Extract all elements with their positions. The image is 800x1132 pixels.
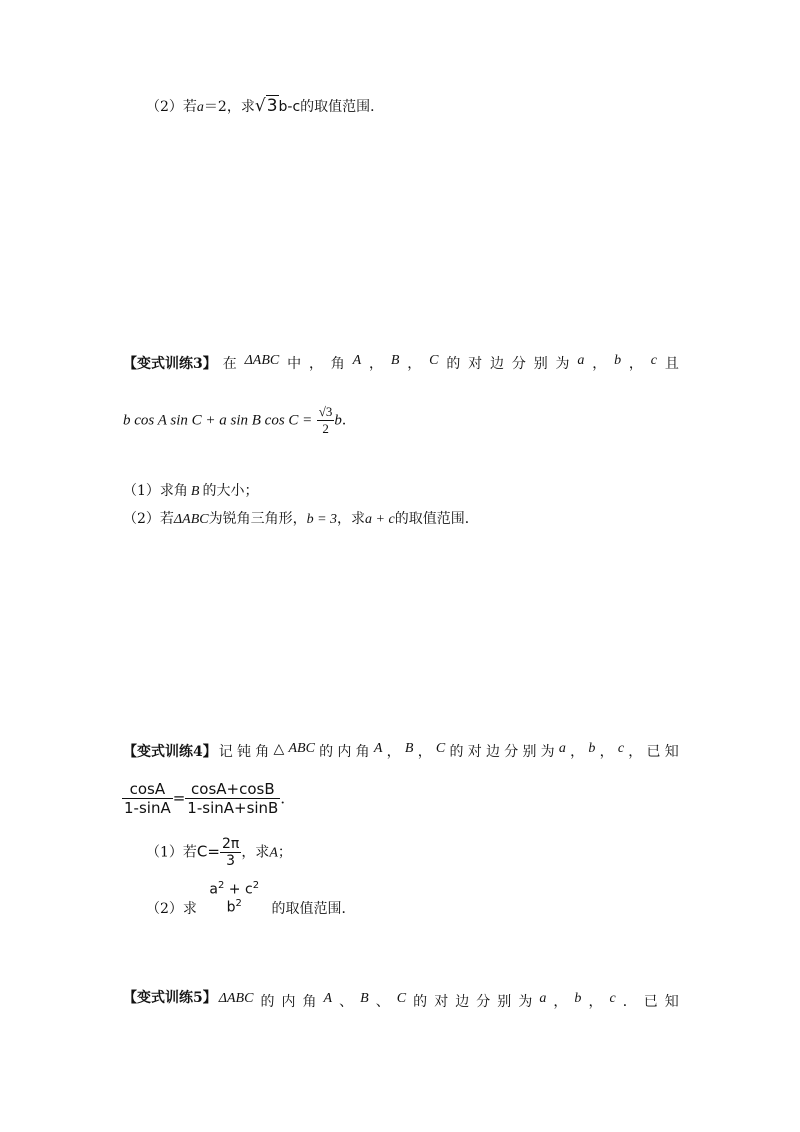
intro-token: 已 xyxy=(646,744,661,760)
intro-token: 角 xyxy=(255,744,270,760)
intro-token: 记 xyxy=(218,744,233,760)
exercise-5-spread xyxy=(219,991,679,1011)
intro-token: 角 xyxy=(330,356,345,372)
intro-token: 角 xyxy=(355,744,370,760)
intro-token: 钝 xyxy=(236,744,251,760)
intro-token: 别 xyxy=(522,744,537,760)
intro-token: 内 xyxy=(281,994,296,1010)
formula-left: b cos A sin C + a sin B cos C = xyxy=(123,412,313,429)
intro-token: A xyxy=(352,353,362,368)
intro-token: C xyxy=(429,353,439,368)
intro-token: c xyxy=(609,991,616,1006)
intro-token: C xyxy=(435,741,446,756)
q2-prefix: （2）求 xyxy=(146,900,197,917)
q1-prefix: （1）若 xyxy=(146,844,197,861)
intro-token: B xyxy=(404,741,414,756)
intro-token: C xyxy=(396,991,407,1006)
intro-token: 知 xyxy=(664,744,679,760)
q1-prefix: （1）求角 xyxy=(123,483,188,499)
exercise-3-spread xyxy=(223,353,679,373)
exercise-5-intro xyxy=(123,987,679,1011)
f2-num: cosA+cosB xyxy=(185,780,280,799)
sqrt-3: √3 xyxy=(254,96,278,116)
intro-token: ， xyxy=(592,356,607,372)
intro-token: 的 xyxy=(260,994,275,1010)
intro-token: 为 xyxy=(555,356,570,372)
q2-suffix: 的取值范围． xyxy=(271,900,356,917)
intro-token: a xyxy=(558,741,566,756)
q2-num: $a^2 + c^2$ xyxy=(209,880,260,898)
intro-token: ， xyxy=(570,744,585,760)
intro-token: 知 xyxy=(664,994,679,1010)
intro-token: A xyxy=(323,991,333,1006)
frac-sqrt3-over-2 xyxy=(317,404,335,437)
exercise-5-tag: 【变式训练5】 xyxy=(123,990,217,1006)
intro-token: c xyxy=(650,353,657,368)
intro-token: 的 xyxy=(319,744,334,760)
q2-suffix: 的取值范围． xyxy=(394,511,479,527)
frac-den: 2 xyxy=(322,421,329,436)
intro-token: 为 xyxy=(540,744,555,760)
intro-token: 内 xyxy=(337,744,352,760)
intro-token: 别 xyxy=(533,356,548,372)
intro-token: B xyxy=(360,991,369,1006)
intro-token: 、 xyxy=(375,994,390,1010)
intro-token: 边 xyxy=(485,744,500,760)
intro-token: ， xyxy=(588,994,603,1010)
intro-token: ， xyxy=(628,744,643,760)
frac-cosA xyxy=(122,780,173,817)
intro-token: a xyxy=(539,991,547,1006)
intro-token: 的 xyxy=(449,744,464,760)
frac-num: √3 xyxy=(318,404,333,419)
intro-token: 分 xyxy=(476,994,491,1010)
intro-token: ． xyxy=(622,994,637,1010)
q1-end: ； xyxy=(277,844,292,861)
intro-token: 对 xyxy=(468,356,483,372)
q1-suffix: 的大小； xyxy=(202,483,259,499)
intro-token: B xyxy=(390,353,400,368)
intro-token: 且 xyxy=(664,356,679,372)
exercise-4-q2 xyxy=(146,880,356,915)
q1-num: 2π xyxy=(221,836,240,852)
intro-token: △ xyxy=(273,741,285,757)
q2-suffix: 的取值范围． xyxy=(300,99,385,115)
intro-token: 角 xyxy=(302,994,317,1010)
frac-2pi-3 xyxy=(220,836,241,869)
intro-token: 别 xyxy=(497,994,512,1010)
intro-token: 分 xyxy=(511,356,526,372)
intro-token: b xyxy=(588,741,596,756)
formula-right: b xyxy=(334,412,342,429)
q2-mid: 为锐角三角形， xyxy=(208,511,307,527)
exercise-3-tag: 【变式训练3】 xyxy=(123,356,217,372)
var-B: B xyxy=(190,484,200,499)
intro-token: c xyxy=(617,741,625,756)
var-A: A xyxy=(269,845,278,861)
intro-token: ， xyxy=(599,744,614,760)
exercise-3-formula xyxy=(123,404,356,437)
intro-token: ， xyxy=(628,356,643,372)
q2-eq: ＝2，求 xyxy=(203,99,255,115)
frac-a2c2-over-b2 xyxy=(207,880,261,915)
intro-token: a xyxy=(577,353,585,368)
q1-suffix: ，求 xyxy=(241,844,270,861)
f1-den: 1-sinA xyxy=(124,799,171,817)
exercise-4-spread xyxy=(219,741,679,761)
intro-token: A xyxy=(373,741,383,756)
intro-token: ， xyxy=(407,356,422,372)
f2-den: 1-sinA+sinB xyxy=(187,799,279,817)
exercise-4-intro xyxy=(123,741,679,761)
intro-token: 边 xyxy=(490,356,505,372)
q2-mid2: ，求 xyxy=(337,511,366,527)
intro-token: ， xyxy=(553,994,568,1010)
expr-b-minus-c: b-c xyxy=(278,99,301,115)
intro-token: ABC xyxy=(288,741,315,756)
triangle-abc: ΔABC xyxy=(173,512,209,527)
q2-prefix: （2）若 xyxy=(123,511,174,527)
intro-token: b xyxy=(574,991,582,1006)
intro-token: 边 xyxy=(455,994,470,1010)
frac-cosA-cosB xyxy=(185,780,280,817)
intro-token: b xyxy=(614,353,622,368)
C-eq: C= xyxy=(196,842,220,861)
intro-token: 分 xyxy=(504,744,519,760)
eq-sign: = xyxy=(172,789,186,807)
intro-token: ， xyxy=(386,744,401,760)
exercise-3-q2 xyxy=(123,508,479,528)
exercise-4-q1 xyxy=(146,836,292,869)
intro-token: 的 xyxy=(413,994,428,1010)
intro-token: 、 xyxy=(339,994,354,1010)
intro-token: ， xyxy=(369,356,384,372)
question-2-line xyxy=(146,96,384,116)
intro-token: 的 xyxy=(446,356,461,372)
intro-token: 已 xyxy=(643,994,658,1010)
b-eq-3: b = 3 xyxy=(306,512,338,527)
intro-token: 中 xyxy=(287,356,302,372)
intro-token: ， xyxy=(308,356,323,372)
intro-token: ， xyxy=(417,744,432,760)
f1-num: cosA xyxy=(122,780,173,799)
q2-prefix: （2）若 xyxy=(146,99,197,115)
formula-end: ． xyxy=(341,412,356,429)
exercise-3-q1 xyxy=(123,480,258,500)
intro-token: ΔABC xyxy=(218,991,254,1006)
a-plus-c: a + c xyxy=(365,512,395,527)
exercise-3-intro xyxy=(123,353,679,373)
q2-den: $b^2$ xyxy=(226,897,242,916)
intro-token: 在 xyxy=(222,356,237,372)
intro-token: 对 xyxy=(467,744,482,760)
intro-token: 对 xyxy=(434,994,449,1010)
q1-den: 3 xyxy=(226,853,236,869)
f-end: ． xyxy=(280,789,296,807)
intro-token: ΔABC xyxy=(244,353,280,368)
exercise-4-tag: 【变式训练4】 xyxy=(123,744,217,760)
intro-token: 为 xyxy=(518,994,533,1010)
var-a: a xyxy=(196,100,204,115)
exercise-4-formula xyxy=(122,780,295,817)
